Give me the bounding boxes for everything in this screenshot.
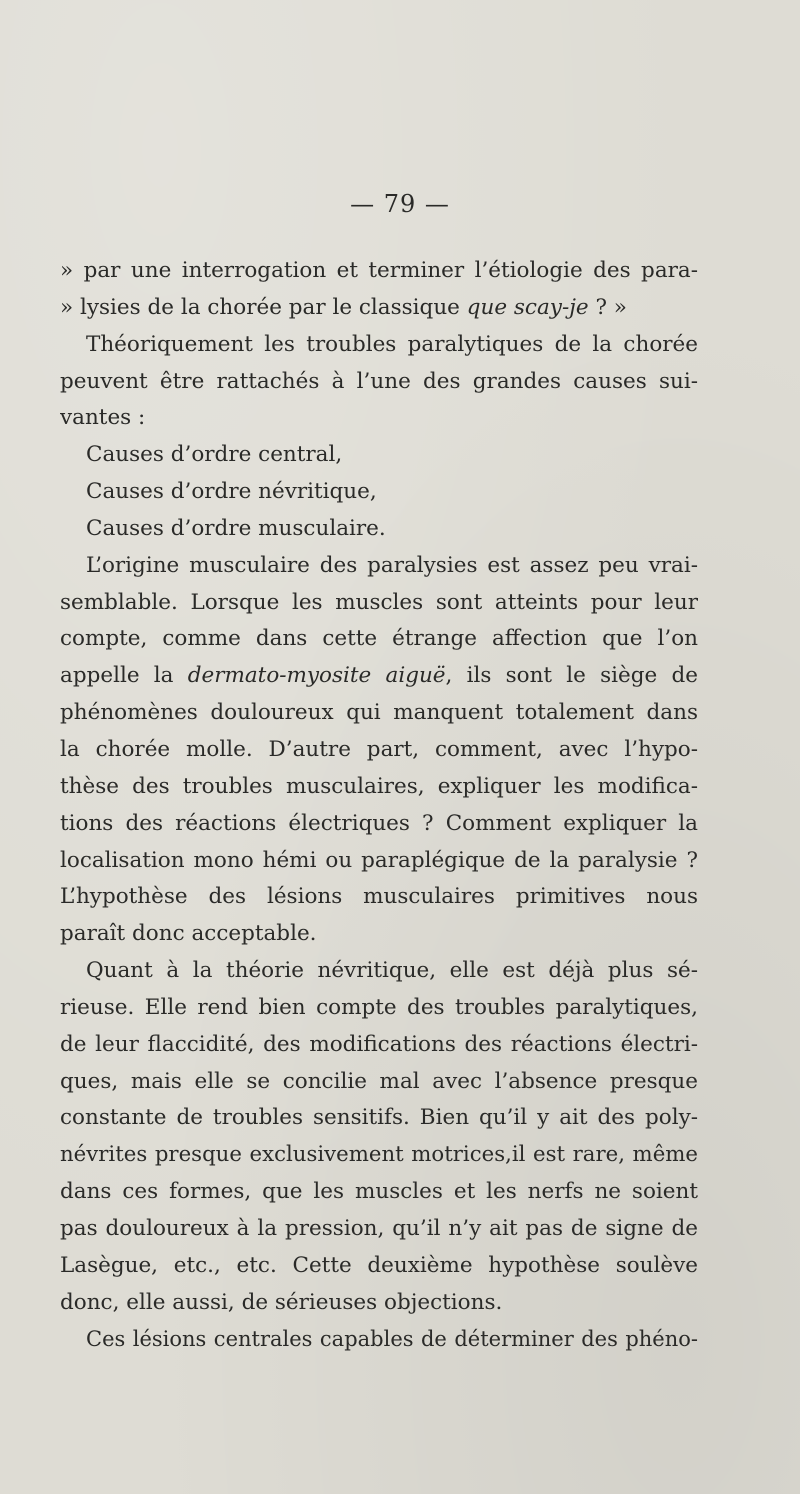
text-segment: tions des réactions électriques ? Comment expliquer la — [60, 810, 698, 836]
text-line — [60, 1137, 698, 1174]
text-line — [60, 769, 698, 806]
text-line — [60, 953, 698, 990]
text-segment: Ces lésions centrales capables de déterminer des phéno- — [86, 1327, 698, 1352]
text-segment: la chorée molle. D’autre part, comment, avec l’hypo- — [60, 736, 698, 762]
text-line — [60, 1248, 698, 1285]
text-line — [60, 990, 698, 1027]
text-segment: appelle la — [60, 663, 188, 689]
text-segment: thèse des troubles musculaires, expliquer les modifica- — [60, 773, 698, 799]
text-line — [60, 1027, 698, 1064]
text-line — [60, 290, 698, 327]
text-line — [60, 916, 698, 953]
text-segment: névrites presque exclusivement motrices,il est rare, même — [60, 1142, 698, 1168]
text-line — [60, 1064, 698, 1101]
text-line — [60, 732, 698, 769]
text-segment: , ils sont le siège de — [445, 663, 698, 689]
page-number: — 79 — — [350, 190, 450, 218]
text-segment: Causes d’ordre musculaire. — [86, 515, 386, 541]
text-segment: peuvent être rattachés à l’une des grandes causes sui- — [60, 368, 698, 394]
text-segment: Causes d’ordre central, — [86, 442, 343, 468]
text-segment: vantes : — [60, 405, 146, 431]
text-line — [60, 253, 698, 290]
text-line — [60, 327, 698, 364]
text-line — [60, 806, 698, 843]
text-segment: semblable. Lorsque les muscles sont atteints pour leur — [60, 589, 698, 615]
text-segment: phénomènes douloureux qui manquent totalement dans — [60, 700, 698, 726]
text-segment: dans ces formes, que les muscles et les nerfs ne soient — [60, 1179, 698, 1205]
italic-segment: dermato-myosite aiguë — [187, 663, 446, 689]
text-line — [60, 474, 698, 511]
text-segment: compte, comme dans cette étrange affection que l’on — [60, 626, 698, 652]
text-line — [60, 548, 698, 585]
text-line — [60, 511, 698, 548]
text-line — [60, 695, 698, 732]
text-line — [60, 1285, 698, 1322]
text-segment: localisation mono hémi ou paraplégique de la paralysie ? — [60, 847, 698, 873]
text-line — [60, 400, 698, 437]
text-segment: Quant à la théorie névritique, elle est déjà plus sé- — [86, 958, 698, 984]
text-segment: Théoriquement les troubles paralytiques de la chorée — [86, 331, 698, 357]
text-line — [60, 1211, 698, 1248]
text-line — [60, 364, 698, 401]
text-segment: rieuse. Elle rend bien compte des troubles paralytiques, — [60, 994, 698, 1020]
text-segment: L’origine musculaire des paralysies est assez peu vrai- — [86, 552, 698, 578]
text-segment: » par une interrogation et terminer l’étiologie des para- — [60, 258, 698, 283]
text-segment: ques, mais elle se concilie mal avec l’absence presque — [60, 1068, 698, 1094]
text-line — [60, 1321, 698, 1358]
text-line — [60, 621, 698, 658]
text-segment: paraît donc acceptable. — [60, 921, 317, 947]
text-segment: L’hypothèse des lésions musculaires primitives nous — [60, 884, 698, 910]
text-line — [60, 843, 698, 880]
text-line — [60, 879, 698, 916]
text-segment: constante de troubles sensitifs. Bien qu’il y ait des poly- — [60, 1105, 698, 1131]
text-segment: Lasègue, etc., etc. Cette deuxième hypothèse soulève — [60, 1252, 698, 1278]
text-line — [60, 1100, 698, 1137]
text-segment: Causes d’ordre névritique, — [86, 479, 377, 505]
text-segment: donc, elle aussi, de sérieuses objections. — [60, 1289, 503, 1315]
text-segment: de leur flaccidité, des modifications des réactions électri- — [60, 1031, 698, 1057]
text-line — [60, 585, 698, 622]
italic-segment: que scay-je — [466, 294, 589, 320]
body-text — [60, 253, 698, 1358]
text-line — [60, 658, 698, 695]
text-segment: pas douloureux à la pression, qu’il n’y ait pas de signe de — [60, 1215, 698, 1241]
text-segment: ? » — [588, 294, 627, 320]
text-segment: » lysies de la chorée par le classique — [60, 294, 467, 320]
text-line — [60, 437, 698, 474]
text-line — [60, 1174, 698, 1211]
